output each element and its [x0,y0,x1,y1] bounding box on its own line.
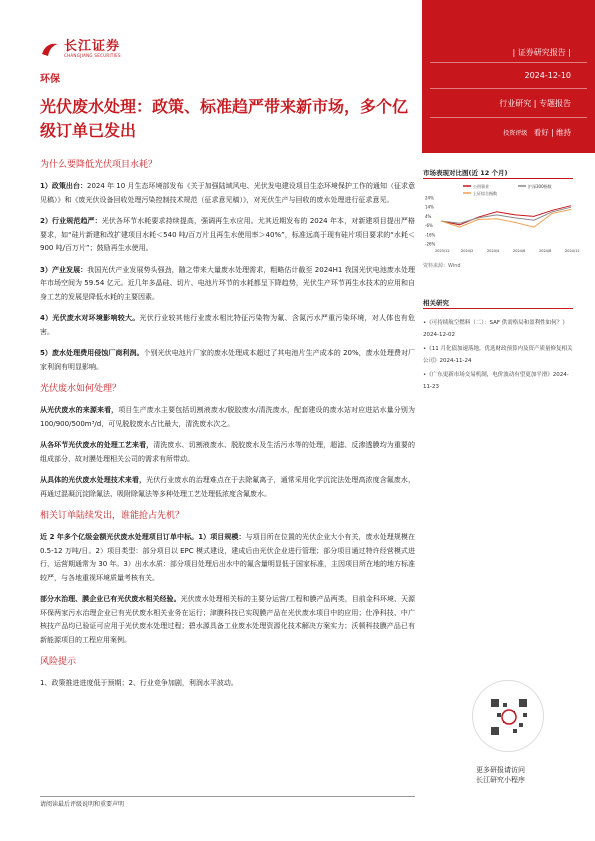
y-tick-label: 24% [425,195,434,201]
related-item[interactable]: •《广东更新市场交易机制，电价波动有望更加平滑》2024-11-23 [423,372,569,390]
paragraph-lead: 近 2 年多个亿级金额光伏废水处理项目订单中标。1）项目规模： [40,533,246,541]
report-title: 光伏废水处理：政策、标准趋严带来新市场，多个亿级订单已发出 [40,97,409,140]
section-heading: 相关订单陆续发出，谁能抢占先机？ [40,511,185,521]
paragraph [40,531,415,585]
paragraph-text: 光伏废水处理相关标的主要分运营/工程和膜产品两类，目前金科环境、天源环保两家污水治理企业已有光伏废水相关业务在运行；津膜科技已实现膜产品在光伏废水项目中的应用；仕净科技、中广核技产品均已验证可应用于光伏废水处理过程；碧水源具备工业废水处理资源化技术解决方案实力；沃顿科技膜产品已有新能源项目的工程应用案例。 [40,595,416,644]
paragraph [40,474,415,501]
qr-caption [476,765,525,785]
paragraph-text: 与项目所在位置的光伏企业大小有关，废水处理规模在 0.5-12 万吨/日。2）项目类型：部分项目以 EPC 模式建设，建成后由光伏企业进行管理；部分项目通过特许经营模式进行，运营期通常为 30 年。3）出水水质：部分项目处理后出水中的氟含量明显低于国家标准，主因项目所在地的地方标准较严，与各地重视环境质量考核有关。 [40,533,415,582]
paragraph-lead: 部分水治理、膜企业已有光伏废水相关经验。 [40,595,181,603]
paragraph-text: 光伏各环节水耗要求持续提高，强调再生水应用。尤其近期发布的 2024 年本，对新建项目提出严格要求，如“硅片新建和改扩建项目水耗＜540 吨/百万片且再生水使用率＞40%”，标准远高于现有硅片项目要求的“水耗＜900 吨/百万片”；鼓励再生水使用。 [40,217,415,252]
logo [40,40,121,58]
paragraph-text: 2024 年 10 月生态环境部发布《关于加强陆域风电、光伏发电建设项目生态环境保护工作的通知（征求意见稿）》和《废光伏设备回收处理污染控制技术规范（征求意见稿）》，对光伏生产与回收的废水处理进行征求意见。 [40,182,416,204]
x-tick-label: 2024/4 [487,249,500,253]
paragraph-text: 清洗废水、切割液废水、脱胶废水及生活污水等的处理，超滤、反渗透膜均为重要的组成部分，故对膜处理相关公司的需求有所带动。 [40,441,416,463]
rating-label: 投资评级 [503,130,528,137]
paragraph-text: 光伏行业废水的治理难点在于去除氟离子，通常采用化学沉淀法处理高浓度含氟废水，再通过混凝沉淀除氟法、吸附除氟法等多种处理工艺处理低浓度含氟废水。 [40,476,416,498]
sector-label: 环保 [40,74,60,85]
related-item[interactable]: •《可持续航空燃料（二）：SAF 供需格局和盈利性如何？》2024-12-02 [423,320,568,338]
paragraph-text: 项目生产废水主要包括切割液废水/脱胶废水/清洗废水，配套建设的废水站对应进站水量分别为 100/900/500m³/d，可见脱胶废水占比最大，清洗废水次之。 [40,406,416,428]
paragraph-lead: 1）政策出台： [40,182,87,190]
qr-caption-line-1: 更多研报请访问 [476,766,525,774]
x-tick-label: 2024/6 [513,249,526,253]
y-tick-label: 14% [425,204,434,210]
paragraph [40,404,415,431]
section-heading: 为什么要降低光伏项目水耗？ [40,160,158,170]
x-tick-label: 2024/12 [565,249,580,253]
footer-divider [40,796,415,797]
paragraph [40,312,415,339]
legend-label: 沪深300指数 [528,184,552,189]
qr-code[interactable] [472,680,544,752]
divider [423,178,573,179]
logo-name: 长江证券 [64,39,121,54]
paragraph-text: 个别光伏电池片厂家的废水处理成本超过了其电池片生产成本的 20%，废水处理费对厂家利润有明显影响。 [40,349,415,371]
paragraph [40,264,415,305]
series-line [441,206,571,225]
paragraph [40,593,415,647]
paragraph [40,439,415,466]
paragraph-lead: 从各环节光伏废水的处理工艺来看， [40,441,154,449]
chart-source: 资料来源：Wind [423,263,461,269]
paragraph [40,215,415,256]
logo-icon [40,40,60,58]
paragraph-lead: 4）光伏废水对环境影响较大。 [40,314,140,322]
paragraph [40,677,415,691]
footer-note: 请阅读最后评级说明和重要声明 [40,801,125,808]
related-item[interactable]: •《11 月化债加速落地，优选财政预算内及资产质量修复相关公司》2024-11-24 [423,346,573,364]
paragraph [40,347,415,374]
report-date: 2024-12-10 [524,71,571,80]
paragraph [40,180,415,207]
divider [423,308,573,309]
related-title: 相关研究 [423,299,449,307]
divider [430,88,587,89]
y-tick-label: 4% [425,213,432,219]
chart-title: 市场表现对比图(近 12 个月) [423,169,508,177]
chart-svg [423,182,580,257]
performance-chart [423,182,580,257]
divider [430,62,587,63]
legend-label: 公用事业 [473,184,489,189]
rating [503,127,571,138]
divider [430,117,587,118]
related-list [423,318,573,396]
y-tick-label: -6% [425,223,433,229]
y-tick-label: -16% [425,232,436,238]
main-content [40,158,415,699]
legend-label: 上证综合指数 [473,191,497,196]
paragraph-lead: 从具体的光伏废水处理技术来看， [40,476,147,484]
report-type: 行业研究 | 专题报告 [499,99,571,108]
header-panel [422,0,595,153]
section-heading: 风险提示 [40,657,77,667]
logo-name-en: CHANGJIANG SECURITIES [64,53,121,58]
paragraph-lead: 5）废水处理费用侵蚀厂商利润。 [40,349,144,357]
report-label: | 证券研究报告 | [512,48,571,57]
paragraph-lead: 从光伏废水的来源来看， [40,406,119,414]
paragraph-text: 光伏行业较其他行业废水相比特征污染物为氟、含氮污水严重污染环境，对人体也有危害。 [40,314,416,336]
qr-caption-line-2: 长江研究小程序 [476,776,525,784]
paragraph-lead: 2）行业规范趋严： [40,217,102,225]
x-tick-label: 2024/8 [539,249,552,253]
x-tick-label: 2023/12 [435,249,450,253]
y-tick-label: -26% [425,241,436,247]
x-tick-label: 2024/2 [461,249,474,253]
qr-icon [473,681,545,753]
paragraph-text: 1、政策推进进度低于预期；2、行业竞争加剧，利润水平波动。 [40,679,238,687]
section-heading: 光伏废水如何处理？ [40,384,122,394]
rating-value: 看好 | 维持 [533,128,571,137]
paragraph-text: 我国光伏产业发展势头强劲，随之带来大量废水处理需求，粗略估计截至 2024H1 我国光伏电池废水处理年市场空间为 59.54 亿元。近几年多晶硅、切片、电池片环节的水耗都呈下降趋势，光伏生产环节再生水技术的应用和自身工艺的发展是降低水耗的主要因素。 [40,265,415,301]
paragraph-lead: 3）产业发展： [40,265,88,274]
